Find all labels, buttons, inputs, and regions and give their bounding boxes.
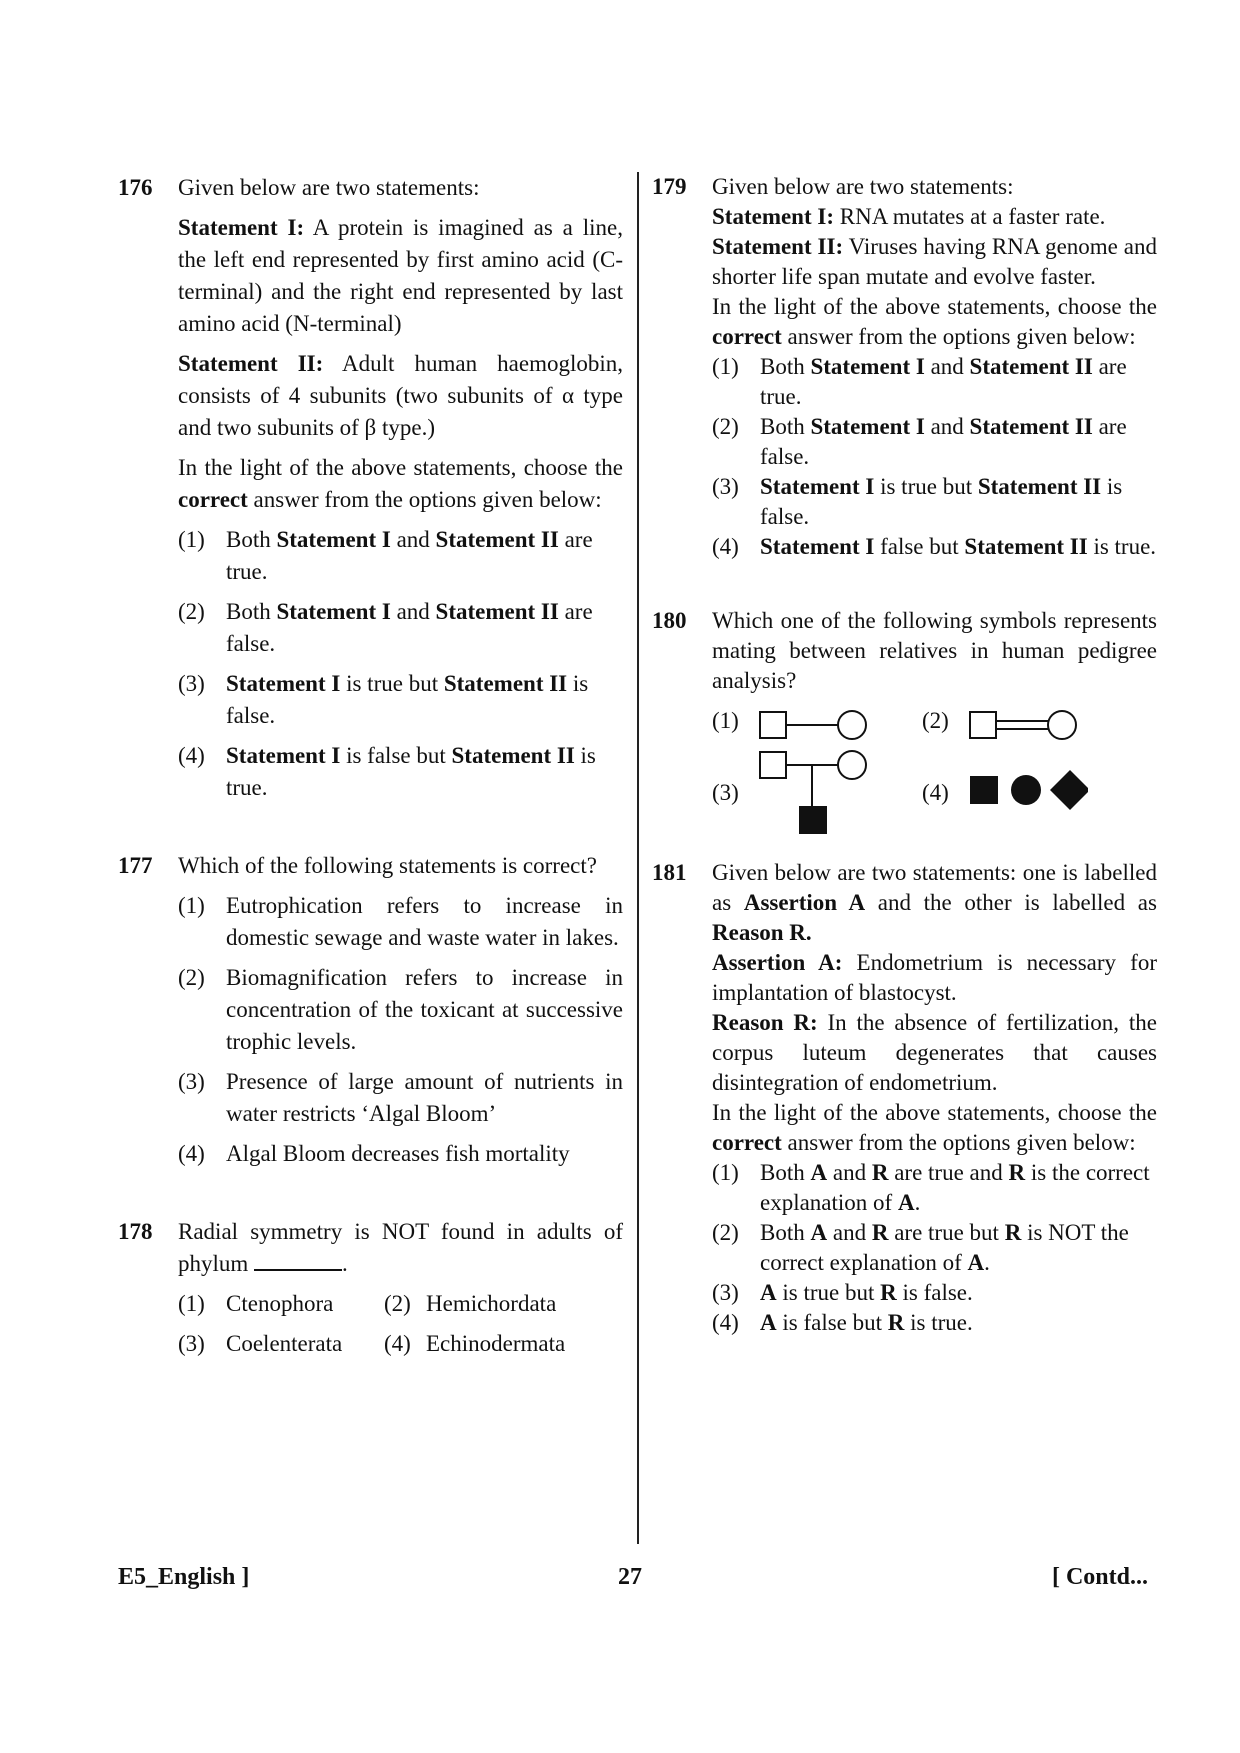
option-text: is true but <box>776 1280 881 1305</box>
question-number: 177 <box>118 853 153 878</box>
option-emphasis: Statement I <box>226 743 341 768</box>
column-divider <box>637 172 639 1544</box>
intro-text: . <box>342 1251 348 1276</box>
option-text: and <box>924 414 970 439</box>
option-emphasis: A <box>897 1190 915 1215</box>
prompt-text: In the light of the above statements, choose the <box>178 455 623 480</box>
option-text: and <box>390 527 436 552</box>
prompt-text: In the light of the above statements, choose the <box>712 1100 1157 1125</box>
pedigree-symbols <box>712 700 1157 840</box>
footer-page-number: 27 <box>618 1564 642 1590</box>
answer-blank <box>254 1249 342 1271</box>
option-label: (1) <box>712 354 739 379</box>
prompt-text: In the light of the above statements, choose the <box>712 294 1157 319</box>
option-list <box>178 524 623 804</box>
option-emphasis: Statement I <box>810 354 925 379</box>
question-number: 178 <box>118 1219 153 1244</box>
option-emphasis: Statement II <box>451 743 575 768</box>
option-emphasis: Statement I <box>276 527 391 552</box>
option-emphasis: R <box>887 1310 905 1335</box>
intro-text: and the other is labelled as <box>865 890 1157 915</box>
option-label: (3) <box>712 1280 739 1305</box>
option-text: and <box>827 1160 872 1185</box>
option-label: (1) <box>178 893 205 918</box>
statement-2 <box>178 348 623 444</box>
option-emphasis: R <box>880 1280 897 1305</box>
option-text: Both <box>760 354 811 379</box>
question-prompt <box>178 452 623 516</box>
left-column <box>118 172 623 1360</box>
footer-paper-code: E5_English ] <box>118 1564 250 1590</box>
option-emphasis: Statement II <box>435 527 559 552</box>
option-list <box>712 1158 1157 1338</box>
option-emphasis: Statement I <box>226 671 341 696</box>
option-2 <box>384 1288 584 1320</box>
option-row <box>178 1328 623 1360</box>
option-text: are true. <box>226 527 593 584</box>
assertion-label: Assertion A: <box>712 950 843 975</box>
assertion-text: Endometrium is necessary for implantation of blastocyst. <box>712 950 1158 1005</box>
option-1 <box>712 352 1157 412</box>
prompt-emphasis: correct <box>178 487 248 512</box>
option-list <box>712 352 1157 562</box>
option-text: is the correct explanation of <box>760 1160 1150 1215</box>
prompt-emphasis: correct <box>712 324 782 349</box>
option-text: are true. <box>760 354 1127 409</box>
option-label: (1) <box>712 708 739 733</box>
option-emphasis: A <box>760 1280 777 1305</box>
option-1 <box>178 890 623 954</box>
statement-text: Adult human haemoglobin, consists of 4 subunits (two subunits of α type and two subunits of β type.) <box>178 351 623 440</box>
question-number: 181 <box>652 860 687 885</box>
option-emphasis: Statement II <box>443 671 568 696</box>
option-emphasis: A <box>760 1310 777 1335</box>
option-4 <box>178 1138 623 1170</box>
option-label: (2) <box>712 1220 739 1245</box>
intro-emphasis: Reason R. <box>712 920 812 945</box>
intro-emphasis: Assertion A <box>743 890 866 915</box>
option-text: is true but <box>340 671 444 696</box>
option-label: (1) <box>178 1291 205 1316</box>
option-text: is false. <box>896 1280 973 1305</box>
option-emphasis: Statement II <box>964 534 1088 559</box>
option-text: Eutrophication refers to increase in domestic sewage and waste water in lakes. <box>226 893 623 950</box>
option-3 <box>712 472 1157 532</box>
option-text: are true and <box>888 1160 1009 1185</box>
option-text: is false. <box>760 474 1123 529</box>
statement-text: A protein is imagined as a line, the left end represented by first amino acid (C-terminal) and the right end represented by last amino acid (N-terminal) <box>178 215 623 336</box>
option-emphasis: Statement I <box>760 474 875 499</box>
option-emphasis: Statement II <box>969 414 1093 439</box>
option-label: (3) <box>178 1331 205 1356</box>
question-prompt <box>712 292 1157 352</box>
option-2 <box>178 596 623 660</box>
option-label: (2) <box>712 414 739 439</box>
question-177 <box>118 850 623 1170</box>
option-3 <box>712 1278 1157 1308</box>
option-4 <box>384 1328 584 1360</box>
option-label: (1) <box>712 1160 739 1185</box>
option-text: are false. <box>226 599 593 656</box>
prompt-text: answer from the options given below: <box>781 324 1136 349</box>
option-text: Coelenterata <box>226 1331 343 1356</box>
question-intro: Given below are two statements: <box>178 175 480 200</box>
option-text: are false. <box>760 414 1127 469</box>
question-179 <box>652 172 1157 562</box>
right-column <box>652 172 1157 1338</box>
option-list <box>178 890 623 1170</box>
intro-text: Given below are two statements: one is labelled as <box>712 860 1157 915</box>
option-text: are true but <box>888 1220 1005 1245</box>
statement-label: Statement II: <box>712 234 844 259</box>
option-text: false but <box>874 534 965 559</box>
option-label: (2) <box>384 1291 411 1316</box>
option-text: . <box>984 1250 990 1275</box>
option-text: is true. <box>904 1310 973 1335</box>
option-label: (3) <box>712 780 739 805</box>
option-emphasis: A <box>967 1250 985 1275</box>
option-text: and <box>924 354 970 379</box>
option-text: Both <box>226 527 277 552</box>
option-text: Both <box>760 414 811 439</box>
option-label: (2) <box>178 599 205 624</box>
affected-individuals-icon <box>968 768 1088 814</box>
assertion <box>712 948 1157 1008</box>
option-emphasis: Statement II <box>969 354 1093 379</box>
option-emphasis: Statement II <box>435 599 559 624</box>
option-text: is NOT the correct explanation of <box>760 1220 1129 1275</box>
prompt-text: answer from the options given below: <box>781 1130 1136 1155</box>
option-label: (4) <box>178 743 205 768</box>
option-emphasis: Statement I <box>276 599 391 624</box>
option-emphasis: R <box>871 1220 889 1245</box>
option-3 <box>178 668 623 732</box>
option-1 <box>178 524 623 588</box>
option-text: . <box>914 1190 921 1215</box>
option-label: (4) <box>712 534 739 559</box>
mating-symbol-icon <box>758 708 868 744</box>
statement-2 <box>712 232 1157 292</box>
statement-text: Viruses having RNA genome and shorter life span mutate and evolve faster. <box>712 234 1157 289</box>
reason <box>712 1008 1157 1098</box>
option-emphasis: A <box>810 1160 828 1185</box>
option-label: (4) <box>384 1331 411 1356</box>
option-label: (1) <box>178 527 205 552</box>
question-number: 180 <box>652 608 687 633</box>
question-intro: Which one of the following symbols represents mating between relatives in human pedigree analysis? <box>712 608 1157 693</box>
option-label: (3) <box>178 1069 205 1094</box>
option-text: and <box>827 1220 872 1245</box>
option-text: Both <box>760 1160 811 1185</box>
option-label: (2) <box>922 708 949 733</box>
option-3 <box>178 1066 623 1130</box>
option-1 <box>178 1288 384 1320</box>
statement-1 <box>712 202 1157 232</box>
option-label: (4) <box>178 1141 205 1166</box>
option-emphasis: Statement I <box>810 414 925 439</box>
consanguineous-mating-icon <box>968 708 1078 744</box>
option-4 <box>712 1308 1157 1338</box>
question-prompt <box>712 1098 1157 1158</box>
prompt-text: answer from the options given below: <box>247 487 602 512</box>
option-4 <box>178 740 623 804</box>
option-row <box>178 1288 623 1320</box>
question-intro <box>712 858 1157 948</box>
option-text: is false but <box>776 1310 888 1335</box>
statement-label: Statement I: <box>712 204 834 229</box>
option-label: (4) <box>922 780 949 805</box>
prompt-emphasis: correct <box>712 1130 782 1155</box>
option-2 <box>712 412 1157 472</box>
option-text: Presence of large amount of nutrients in water restricts ‘Algal Bloom’ <box>226 1069 623 1126</box>
option-emphasis: R <box>871 1160 889 1185</box>
question-intro: Which of the following statements is correct? <box>178 853 597 878</box>
statement-text: RNA mutates at a faster rate. <box>834 204 1106 229</box>
option-text: Echinodermata <box>426 1331 566 1356</box>
question-181 <box>652 858 1157 1338</box>
option-text: Hemichordata <box>426 1291 557 1316</box>
option-2 <box>178 962 623 1058</box>
option-label: (3) <box>178 671 205 696</box>
statement-label: Statement I: <box>178 215 305 240</box>
option-label: (2) <box>178 965 205 990</box>
option-text: Both <box>226 599 277 624</box>
option-label: (4) <box>712 1310 739 1335</box>
option-label: (3) <box>712 474 739 499</box>
option-emphasis: Statement I <box>760 534 875 559</box>
reason-text: In the absence of fertilization, the corpus luteum degenerates that causes disintegration of endometrium. <box>712 1010 1157 1095</box>
question-180 <box>652 606 1157 840</box>
question-intro <box>178 1216 623 1280</box>
option-text: is true. <box>1087 534 1157 559</box>
question-number: 179 <box>652 174 687 199</box>
option-emphasis: A <box>810 1220 828 1245</box>
option-emphasis: R <box>1004 1220 1022 1245</box>
option-text: Ctenophora <box>226 1291 334 1316</box>
option-text: Both <box>760 1220 811 1245</box>
statement-label: Statement II: <box>178 351 324 376</box>
option-text: Algal Bloom decreases fish mortality <box>226 1141 570 1166</box>
question-number: 176 <box>118 175 153 200</box>
intro-text: Radial symmetry is NOT found in adults of phylum <box>178 1219 623 1276</box>
option-4 <box>712 532 1157 562</box>
option-emphasis: Statement II <box>977 474 1102 499</box>
option-3 <box>178 1328 384 1360</box>
option-2 <box>712 1218 1157 1278</box>
statement-1 <box>178 212 623 340</box>
option-1 <box>712 1158 1157 1218</box>
option-text: is false. <box>226 671 589 728</box>
option-text: is false but <box>340 743 452 768</box>
reason-label: Reason R: <box>712 1010 818 1035</box>
option-text: and <box>390 599 436 624</box>
option-emphasis: R <box>1008 1160 1026 1185</box>
question-176 <box>118 172 623 804</box>
option-text: is true but <box>874 474 978 499</box>
option-text: Biomagnification refers to increase in concentration of the toxicant at successive trophic levels. <box>226 965 623 1054</box>
option-text: is true. <box>226 743 596 800</box>
footer-continued: [ Contd... <box>1051 1564 1148 1590</box>
offspring-symbol-icon <box>758 748 868 840</box>
question-intro: Given below are two statements: <box>712 174 1014 199</box>
question-178 <box>118 1216 623 1360</box>
